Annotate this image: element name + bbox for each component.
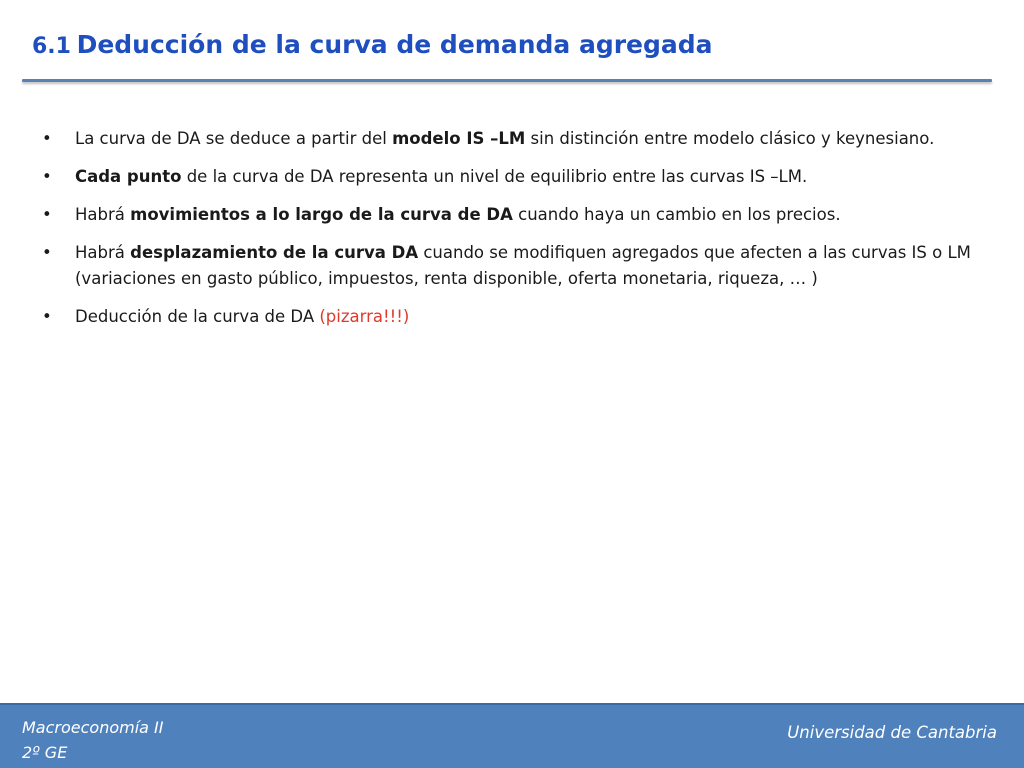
bullet-text: sin distinción entre modelo clásico y keynesiano. (525, 129, 935, 148)
bullet-text: Deducción de la curva de DA (75, 307, 320, 326)
bullet-text: La curva de DA se deduce a partir del (75, 129, 393, 148)
bullet-text: de la curva de DA representa un nivel de equilibrio entre las curvas IS –LM. (181, 167, 808, 186)
footer-group: 2º GE (22, 743, 68, 762)
bullet-emphasis: movimientos a lo largo de la curva de DA (130, 205, 513, 224)
bullet-highlight: (pizarra!!!) (319, 307, 410, 326)
bullet-marker: • (42, 129, 52, 148)
title-text: Deducción de la curva de demanda agregada (76, 30, 713, 59)
bullet-item (42, 126, 992, 152)
bullet-text: cuando se modifiquen agregados que afecten a las curvas IS o LM (variaciones en gasto público, impuestos, renta disponible, oferta monetaria, riqueza, … ) (75, 243, 971, 288)
bullet-item (42, 202, 992, 228)
section-number: 6.1 (32, 34, 71, 59)
footer-course-info (22, 715, 164, 765)
bullet-item (42, 164, 992, 190)
bullet-item (42, 304, 992, 330)
footer-institution: Universidad de Cantabria (787, 723, 997, 742)
footer-bar (0, 703, 1024, 768)
footer-course: Macroeconomía II (22, 718, 164, 737)
title-divider (22, 79, 992, 82)
bullet-text: cuando haya un cambio en los precios. (512, 205, 841, 224)
bullet-list (42, 126, 992, 342)
bullet-marker: • (42, 205, 52, 224)
bullet-marker: • (42, 307, 52, 326)
bullet-text: Habrá (75, 205, 131, 224)
bullet-emphasis: Cada punto (75, 167, 182, 186)
bullet-emphasis: desplazamiento de la curva DA (130, 243, 419, 262)
bullet-emphasis: modelo IS –LM (392, 129, 526, 148)
bullet-marker: • (42, 243, 52, 262)
bullet-text: Habrá (75, 243, 131, 262)
slide-title (32, 30, 713, 59)
bullet-item (42, 240, 992, 292)
bullet-marker: • (42, 167, 52, 186)
